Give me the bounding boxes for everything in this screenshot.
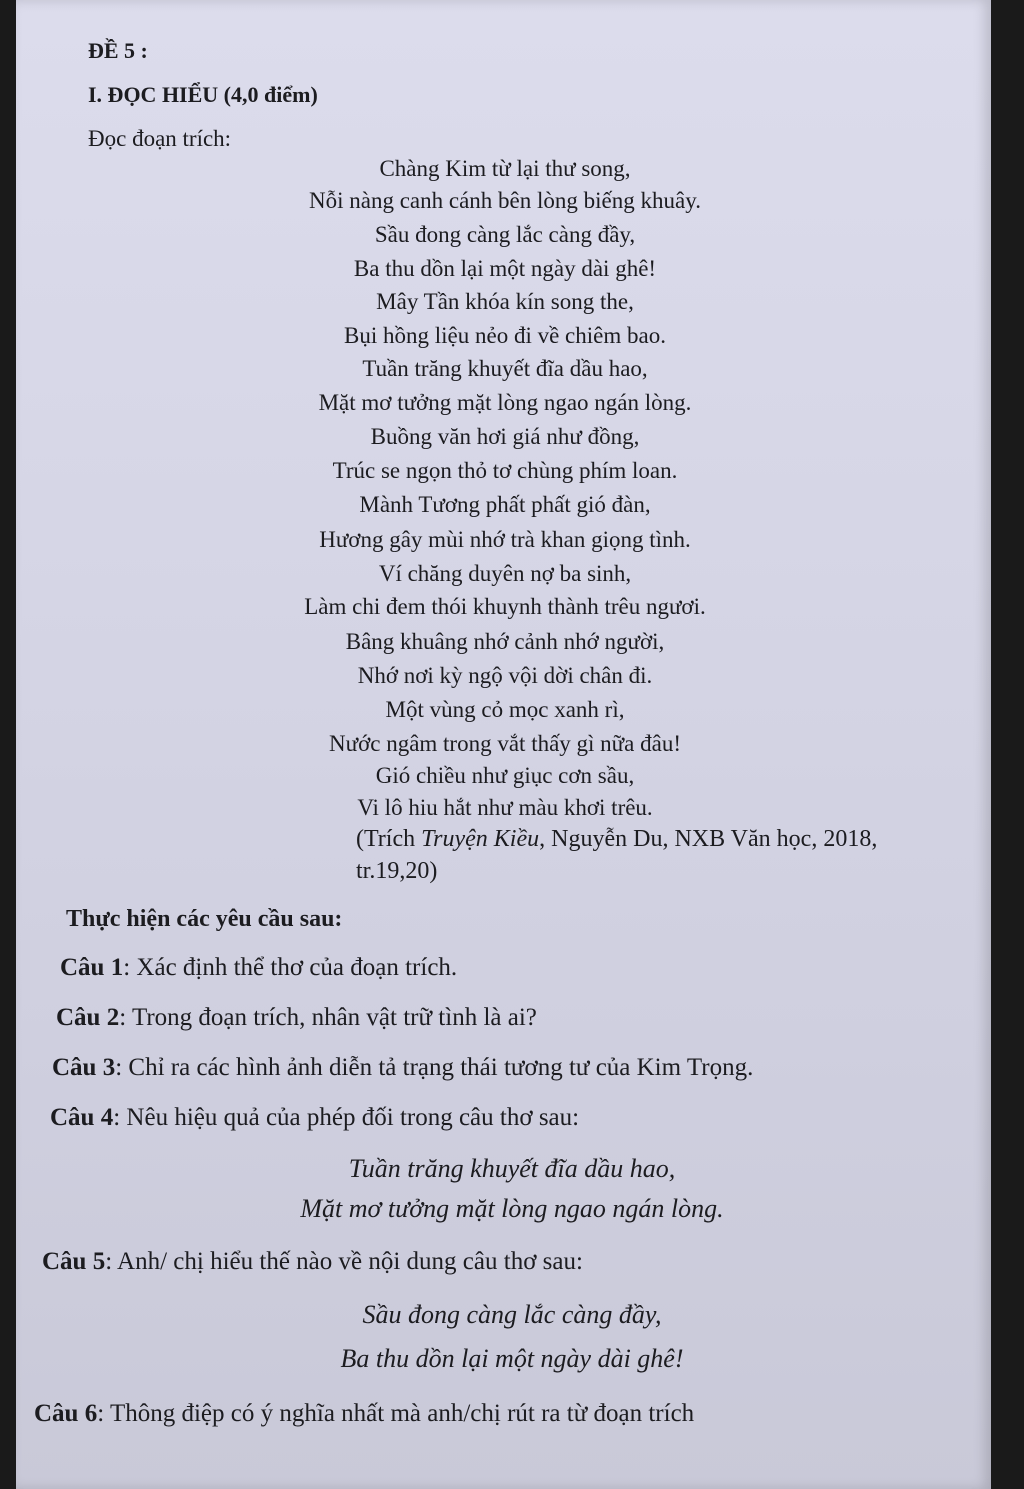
poem-line: Gió chiều như giục cơn sầu,	[375, 763, 635, 788]
question-2	[56, 1004, 537, 1032]
poem-line: Nỗi nàng canh cánh bên lòng biếng khuây.	[309, 188, 701, 213]
citation-prefix: (Trích	[356, 826, 422, 852]
poem-line: Sầu đong càng lắc càng đầy,	[374, 222, 636, 247]
intro-text: Đọc đoạn trích:	[88, 126, 232, 151]
question-label: Câu 5	[42, 1248, 106, 1275]
quote-q5-line: Ba thu dồn lại một ngày dài ghê!	[340, 1344, 684, 1373]
citation-suffix: , Nguyễn Du, NXB Văn học, 2018,	[539, 826, 878, 852]
poem-line: Mặt mơ tưởng mặt lòng ngao ngán lòng.	[318, 390, 692, 415]
question-1	[60, 954, 457, 982]
tasks-heading: Thực hiện các yêu cầu sau:	[66, 906, 343, 932]
question-label: Câu 6	[34, 1400, 98, 1427]
poem-line: Tuần trăng khuyết đĩa dầu hao,	[362, 356, 648, 381]
citation-work-title: Truyện Kiều	[421, 826, 540, 852]
exam-title: ĐỀ 5 :	[88, 38, 148, 63]
poem-line: Một vùng cỏ mọc xanh rì,	[385, 697, 625, 722]
poem-line: Buồng văn hơi giá như đồng,	[370, 424, 640, 449]
question-6	[34, 1400, 694, 1428]
question-label: Câu 2	[56, 1004, 120, 1031]
question-text: : Xác định thể thơ của đoạn trích.	[123, 954, 458, 981]
poem-line: Bâng khuâng nhớ cảnh nhớ người,	[345, 629, 665, 654]
poem-line: Ba thu dồn lại một ngày dài ghê!	[353, 256, 657, 281]
poem-line: Vi lô hiu hắt như màu khơi trêu.	[357, 795, 653, 820]
poem-line: Hương gây mùi nhớ trà khan giọng tình.	[319, 527, 691, 552]
quote-q4-line: Tuần trăng khuyết đĩa dầu hao,	[348, 1154, 676, 1183]
question-3	[52, 1054, 753, 1082]
poem-line: Nước ngâm trong vắt thấy gì nữa đâu!	[329, 731, 681, 756]
citation	[356, 826, 877, 853]
quote-q5-line: Sầu đong càng lắc càng đầy,	[362, 1300, 662, 1329]
question-text: : Thông điệp có ý nghĩa nhất mà anh/chị rút ra từ đoạn trích	[97, 1400, 695, 1427]
poem-line: Làm chi đem thói khuynh thành trêu ngươi.	[304, 594, 706, 619]
quote-q4-line: Mặt mơ tưởng mặt lòng ngao ngán lòng.	[300, 1194, 724, 1223]
section-title: I. ĐỌC HIỂU (4,0 điểm)	[88, 82, 318, 107]
poem-line: Ví chăng duyên nợ ba sinh,	[378, 561, 632, 586]
poem-line: Mây Tần khóa kín song the,	[376, 289, 634, 314]
question-text: : Trong đoạn trích, nhân vật trữ tình là ai?	[119, 1004, 537, 1031]
question-label: Câu 1	[60, 954, 124, 981]
poem-line: Chàng Kim từ lại thư song,	[379, 156, 631, 181]
question-label: Câu 4	[50, 1104, 114, 1131]
poem-line: Mành Tương phất phất gió đàn,	[359, 492, 651, 517]
question-5	[42, 1248, 583, 1276]
question-label: Câu 3	[52, 1054, 116, 1081]
question-text: : Chỉ ra các hình ảnh diễn tả trạng thái tương tư của Kim Trọng.	[115, 1054, 754, 1081]
question-text: : Nêu hiệu quả của phép đối trong câu thơ sau:	[113, 1104, 580, 1131]
question-text: : Anh/ chị hiểu thế nào về nội dung câu thơ sau:	[105, 1248, 583, 1275]
poem-line: Bụi hồng liệu nẻo đi về chiêm bao.	[344, 323, 666, 348]
question-4	[50, 1104, 579, 1132]
poem-line: Nhớ nơi kỳ ngộ vội dời chân đi.	[357, 663, 653, 688]
citation-pages: tr.19,20)	[356, 858, 438, 884]
poem-line: Trúc se ngọn thỏ tơ chùng phím loan.	[332, 458, 678, 483]
